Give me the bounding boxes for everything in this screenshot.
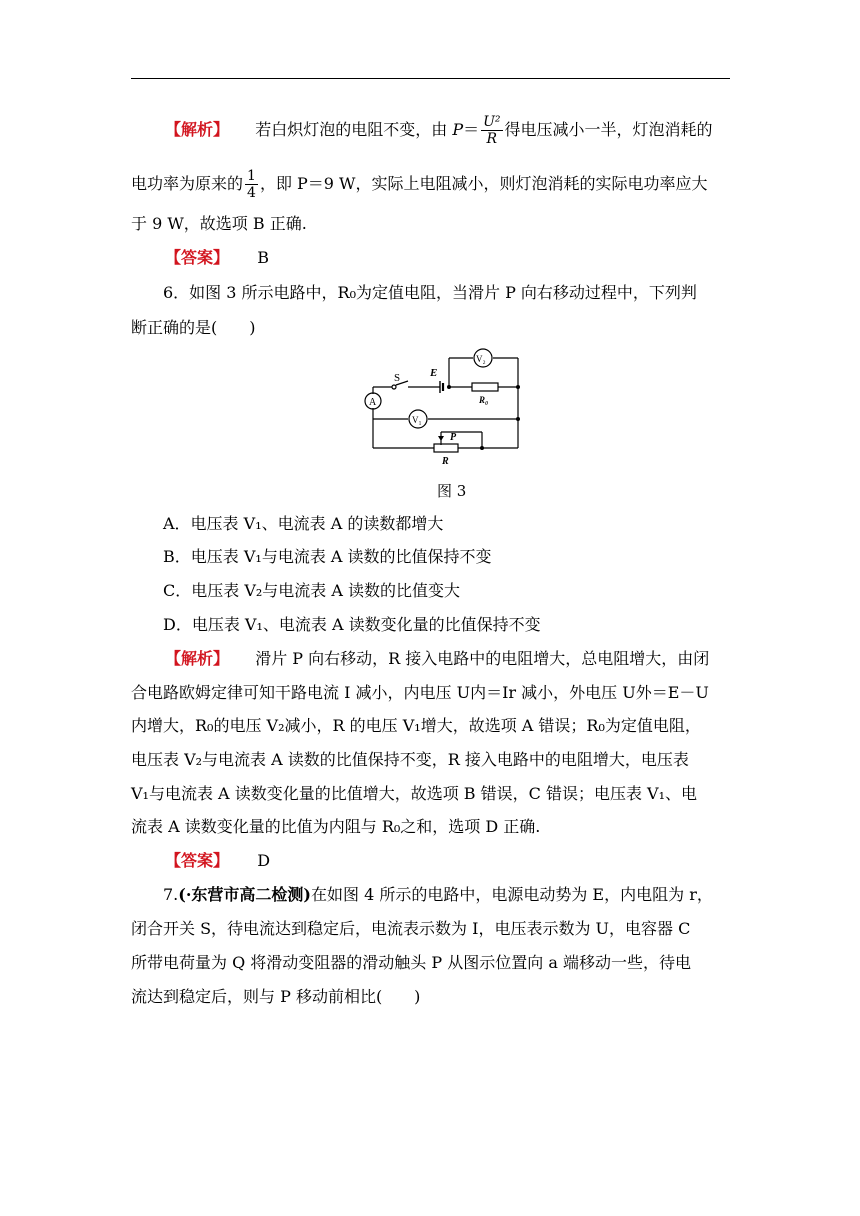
q6-analysis-line-3: 内增大，R₀的电压 V₂减小，R 的电压 V₁增大，故选项 A 错误；R₀为定值电阻， [131,716,701,735]
q7-stem-line-2: 闭合开关 S，待电流达到稳定后，电流表示数为 I，电压表示数为 U，电容器 C [131,919,691,938]
q7-source: (·东营市高二检测) [178,885,311,904]
quarter-numerator: 1 [247,168,256,184]
q6-analysis-line-5: V₁与电流表 A 读数变化量的比值增大，故选项 B 错误，C 错误；电压表 V₁、电 [131,784,698,803]
q6-analysis-text-1: 滑片 P 向右移动，R 接入电路中的电阻增大，总电阻增大，由闭 [255,649,710,668]
q7-stem-line-1 [163,885,713,905]
q6-answer-value: D [257,851,271,870]
q5-analysis-text-1a: 若白炽灯泡的电阻不变，由 [255,120,448,139]
formula-p: P [452,120,464,139]
label-a: A [369,397,377,408]
q6-analysis-line-4: 电压表 V₂与电流表 A 读数的比值保持不变，R 接入电路中的电阻增大，电压表 [131,750,689,769]
quarter-denominator: 4 [247,185,256,201]
q5-analysis-line-2 [131,168,708,201]
figure-caption: 图 3 [437,482,467,500]
analysis-label-q6: 【解析】 [165,649,230,668]
q5-answer-value: B [257,248,269,267]
label-v1: V₁ [412,415,422,425]
label-v2: V₂ [476,354,486,364]
quarter-fraction [245,168,258,201]
circuit-diagram [364,348,534,470]
label-r0: R₀ [479,395,489,405]
q7-number: 7. [163,885,179,904]
q5-answer-line [165,248,269,268]
q6-analysis-line-6: 流表 A 读数变化量的比值为内阻与 R₀之和，选项 D 正确. [131,817,541,836]
q5-analysis-text-2a: 电功率为原来的 [131,174,244,193]
q7-stem-line-4: 流达到稳定后，则与 P 移动前相比( ) [131,987,421,1006]
formula-denominator: R [486,131,498,147]
label-r: R [442,456,449,467]
q5-analysis-text-1b: 得电压减小一半，灯泡消耗的 [504,120,713,139]
label-s: S [394,372,401,384]
q5-analysis-text-2b: ，即 P＝9 W，实际上电阻减小，则灯泡消耗的实际电功率应大 [259,174,708,193]
q6-option-b: B．电压表 V₁与电流表 A 读数的比值保持不变 [163,547,492,566]
formula-numerator: U² [483,114,501,130]
q6-analysis-line-2: 合电路欧姆定律可知干路电流 I 减小，内电压 U内＝Ir 减小，外电压 U外＝E－U [131,683,709,702]
q5-analysis-line-3: 于 9 W，故选项 B 正确. [131,214,307,233]
q6-answer-line [165,851,270,871]
answer-label: 【答案】 [165,248,230,267]
q7-stem-line-3: 所带电荷量为 Q 将滑动变阻器的滑动触头 P 从图示位置向 a 端移动一些，待电 [131,953,691,972]
q6-option-c: C．电压表 V₂与电流表 A 读数的比值变大 [163,581,461,600]
label-p: P [450,432,457,443]
formula-fraction [481,114,502,147]
label-e: E [430,367,438,379]
answer-label-q6: 【答案】 [165,851,230,870]
q6-stem-line-2: 断正确的是( ) [131,318,256,337]
q6-analysis-line-1 [165,649,709,669]
analysis-label: 【解析】 [165,120,230,139]
q7-stem-text-1: 在如图 4 所示的电路中，电源电动势为 E，内电阻为 r， [310,885,713,904]
q6-stem-line-1: 6．如图 3 所示电路中，R₀为定值电阻，当滑片 P 向右移动过程中，下列判 [163,283,697,302]
q5-analysis-line-1 [165,114,713,147]
q6-option-a: A．电压表 V₁、电流表 A 的读数都增大 [163,514,444,533]
q6-option-d: D．电压表 V₁、电流表 A 读数变化量的比值保持不变 [163,615,541,634]
header-rule [131,78,730,79]
formula-eq: ＝ [463,120,480,139]
